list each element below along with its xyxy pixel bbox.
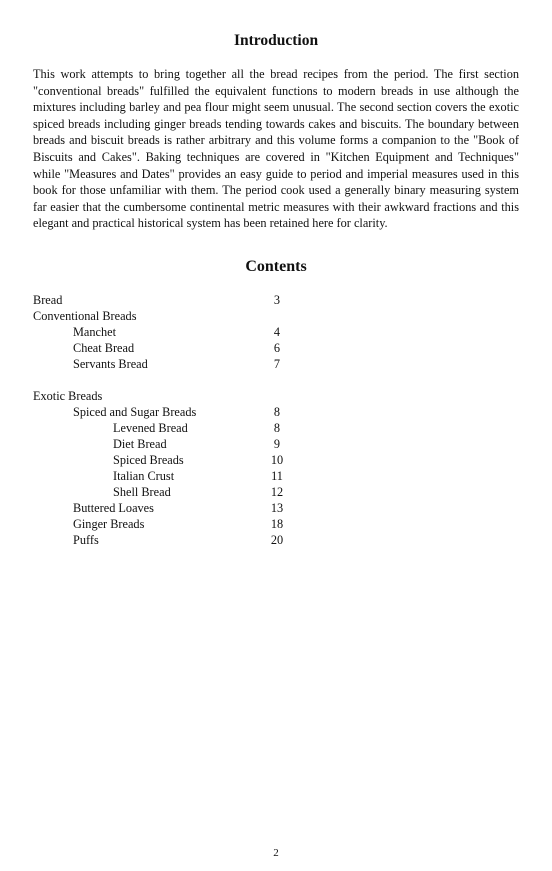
contents-heading: Contents xyxy=(245,258,307,275)
toc-entry-puffs xyxy=(0,532,552,548)
toc-entry-label: Ginger Breads xyxy=(73,517,145,531)
toc-entry-label: Spiced Breads xyxy=(113,453,184,467)
toc-entry-page: 4 xyxy=(273,325,281,339)
toc-entry-italian-crust xyxy=(0,468,552,484)
toc-entry-conventional-breads xyxy=(0,308,552,324)
toc-entry-page: 7 xyxy=(273,357,281,371)
toc-entry-label: Manchet xyxy=(73,325,117,339)
toc-entry-diet-bread xyxy=(0,436,552,452)
toc-entry-page: 18 xyxy=(270,517,284,531)
toc-entry-spiced-and-sugar-breads xyxy=(0,404,552,420)
toc-entry-label: Diet Bread xyxy=(113,437,167,451)
toc-entry-label: Conventional Breads xyxy=(33,309,137,323)
toc-entry-manchet xyxy=(0,324,552,340)
toc-entry-cheat-bread xyxy=(0,340,552,356)
toc-entry-exotic-breads xyxy=(0,388,552,404)
toc-entry-label: Bread xyxy=(33,293,63,307)
toc-entry-page: 9 xyxy=(273,437,281,451)
introduction-heading: Introduction xyxy=(233,32,319,49)
toc-entry-servants-bread xyxy=(0,356,552,372)
toc-entry-page: 6 xyxy=(273,341,281,355)
page-number: 2 xyxy=(273,847,279,859)
toc-entry-label: Puffs xyxy=(73,533,99,547)
table-of-contents xyxy=(0,292,552,548)
toc-entry-spiced-breads xyxy=(0,452,552,468)
toc-entry-label: Levened Bread xyxy=(113,421,188,435)
toc-entry-levened-bread xyxy=(0,420,552,436)
toc-entry-label: Cheat Bread xyxy=(73,341,135,355)
toc-entry-page: 8 xyxy=(273,421,281,435)
toc-entry-page: 8 xyxy=(273,405,281,419)
toc-entry-label: Shell Bread xyxy=(113,485,171,499)
toc-entry-shell-bread xyxy=(0,484,552,500)
toc-entry-page: 20 xyxy=(270,533,284,547)
toc-entry-buttered-loaves xyxy=(0,500,552,516)
introduction-paragraph: This work attempts to bring together all the bread recipes from the period. The first section "conventional breads" fulfilled the equivalent functions to modern breads in use although the mixtures including barley and pea flour might seem unusual. The second section covers the exotic spiced breads including ginger breads tending towards cakes and biscuits. The boundary between breads and biscuit breads is rather arbitrary and this volume forms a companion to the "Book of Biscuits and Cakes". Baking techniques are covered in "Kitchen Equipment and Techniques" while "Measures and Dates" provides an easy guide to period and imperial measures used in this book for those unfamiliar with them. The period cook used a generally binary measuring system far easier that the cumbersome continental metric measures with their awkward fractions and this elegant and practical historical system has been retained here for clarity. xyxy=(33,67,519,231)
toc-entry-page: 3 xyxy=(273,293,281,307)
toc-entry-page: 11 xyxy=(271,469,283,483)
toc-entry-label: Spiced and Sugar Breads xyxy=(73,405,197,419)
toc-spacer xyxy=(0,372,552,388)
toc-entry-label: Buttered Loaves xyxy=(73,501,154,515)
toc-entry-page: 10 xyxy=(270,453,284,467)
toc-entry-ginger-breads xyxy=(0,516,552,532)
toc-entry-label: Exotic Breads xyxy=(33,389,103,403)
toc-entry-page: 13 xyxy=(270,501,284,515)
toc-entry-page: 12 xyxy=(270,485,284,499)
toc-entry-label: Italian Crust xyxy=(113,469,175,483)
toc-entry-bread xyxy=(0,292,552,308)
toc-entry-label: Servants Bread xyxy=(73,357,148,371)
